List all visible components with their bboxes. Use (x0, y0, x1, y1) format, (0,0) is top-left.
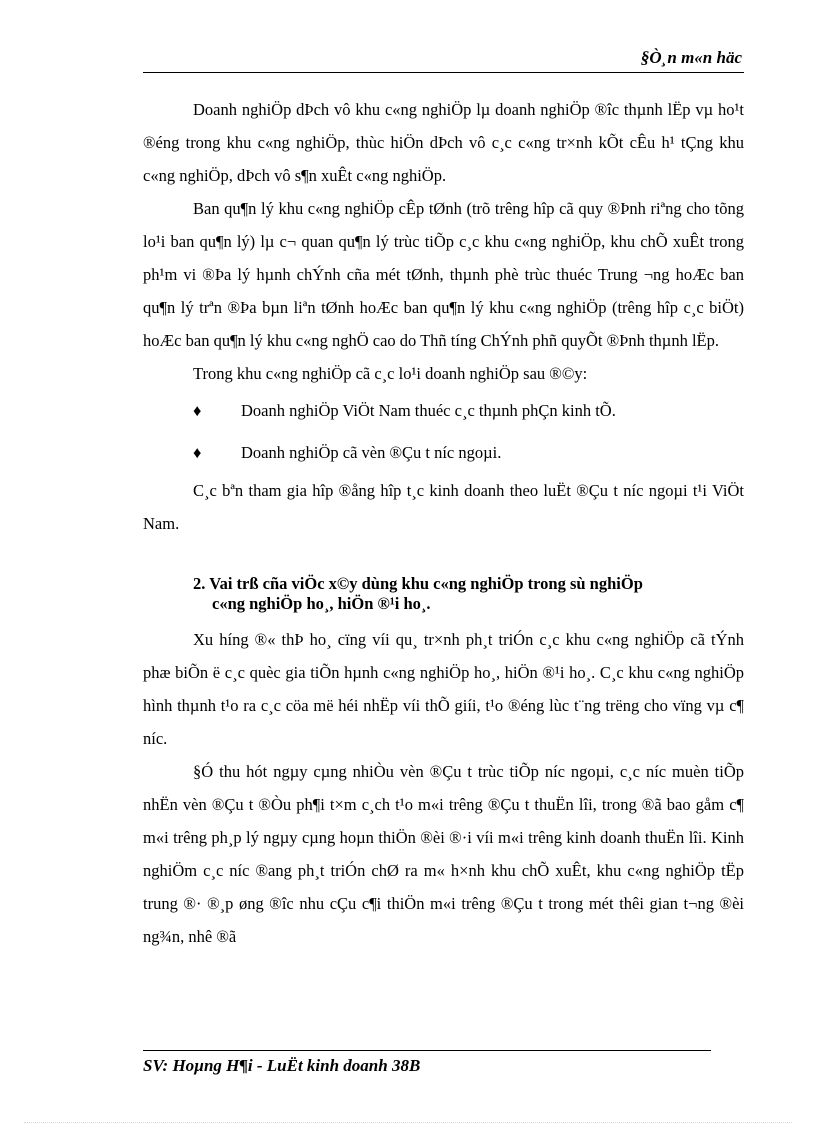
paragraph-enterprise-services: Doanh nghiÖp dÞch vô khu c«ng nghiÖp lµ doanh nghiÖp ®îc thµnh lËp vµ ho¹t ®éng trong khu c«ng nghiÖp, thùc hiÖn dÞch vô c¸c c«ng tr×nh kÕt cÊu h¹ tÇng khu c«ng nghiÖp, dÞch vô s¶n xuÊt c«ng nghiÖp. (143, 100, 744, 185)
footer-divider (143, 1050, 711, 1051)
section-heading (143, 540, 744, 614)
diamond-bullet-icon: ♦ (193, 443, 202, 462)
list-item-text: Doanh nghiÖp cã vèn ®Çu t níc ngoµi. (241, 443, 502, 462)
section-heading-line-1: 2. Vai trß cña viÖc x©y dùng khu c«ng nghiÖp trong sù nghiÖp (193, 574, 643, 593)
header-divider (143, 72, 744, 73)
paragraph-bcc-parties: C¸c bªn tham gia hîp ®ång hîp t¸c kinh doanh theo luËt ®Çu t níc ngoµi t¹i ViÖt Nam. (143, 481, 744, 533)
footer-author: SV: Hoµng H¶i - LuËt kinh doanh 38B (143, 1056, 421, 1075)
paragraph-fdi-attraction: §Ó thu hót ngµy cµng nhiÒu vèn ®Çu t trùc tiÕp níc ngoµi, c¸c níc muèn tiÕp nhËn vèn ®Çu t ®Òu ph¶i t×m c¸ch t¹o m«i trêng ®Çu t thuËn lîi, trong ®ã bao gåm c¶ m«i trêng ph¸p lý ngµy cµng hoµn thiÖn ®èi ®·i víi m«i trêng kinh doanh thuËn lîi. Kinh nghiÖm c¸c níc ®ang ph¸t triÓn chØ ra m« h×nh khu chÕ xuÊt, khu c«ng nghiÖp tËp trung ®· ®¸p øng ®îc nhu cÇu c¶i thiÖn m«i trêng ®Çu t trong mét thêi gian t¬ng ®èi ng¾n, nhê ®ã (143, 762, 744, 946)
section-heading-line-2: c«ng nghiÖp ho¸, hiÖn ®¹i ho¸. (212, 594, 431, 613)
diamond-bullet-icon: ♦ (193, 401, 202, 420)
list-item-text: Doanh nghiÖp ViÖt Nam thuéc c¸c thµnh phÇn kinh tÕ. (241, 401, 616, 420)
running-header-title: §Ò¸n m«n häc (640, 48, 742, 67)
enterprise-types-list (143, 390, 744, 474)
paragraph-urbanization-trend: Xu híng ®« thÞ ho¸ cïng víi qu¸ tr×nh ph¸t triÓn c¸c khu c«ng nghiÖp cã tÝnh phæ biÕn ë c¸c quèc gia tiÕn hµnh c«ng nghiÖp ho¸, hiÖn ®¹i ho¸. C¸c khu c«ng nghiÖp hình thµnh t¹o ra c¸c cöa më héi nhËp víi thÕ giíi, t¹o ®éng lùc t¨ng trëng cho vïng vµ c¶ níc. (143, 630, 744, 748)
paragraph-enterprise-types-intro: Trong khu c«ng nghiÖp cã c¸c lo¹i doanh nghiÖp sau ®©y: (193, 364, 588, 383)
page-body (143, 93, 744, 953)
list-item (143, 390, 744, 432)
list-item (143, 432, 744, 474)
paragraph-management-board: Ban qu¶n lý khu c«ng nghiÖp cÊp tØnh (trõ trêng hîp cã quy ®Þnh riªng cho tõng lo¹i ban qu¶n lý) lµ c¬ quan qu¶n lý trùc tiÕp c¸c khu c«ng nghiÖp, khu chÕ xuÊt trong ph¹m vi ®Þa lý hµnh chÝnh cña mét tØnh, thµnh phè trùc thuéc Trung ¬ng hoÆc ban qu¶n lý trªn ®Þa bµn liªn tØnh hoÆc ban qu¶n lý khu c«ng nghiÖp (trêng hîp c¸c biÖt) hoÆc ban qu¶n lý khu c«ng nghÖ cao do Thñ tíng ChÝnh phñ quyÕt ®Þnh thµnh lËp. (143, 199, 744, 350)
